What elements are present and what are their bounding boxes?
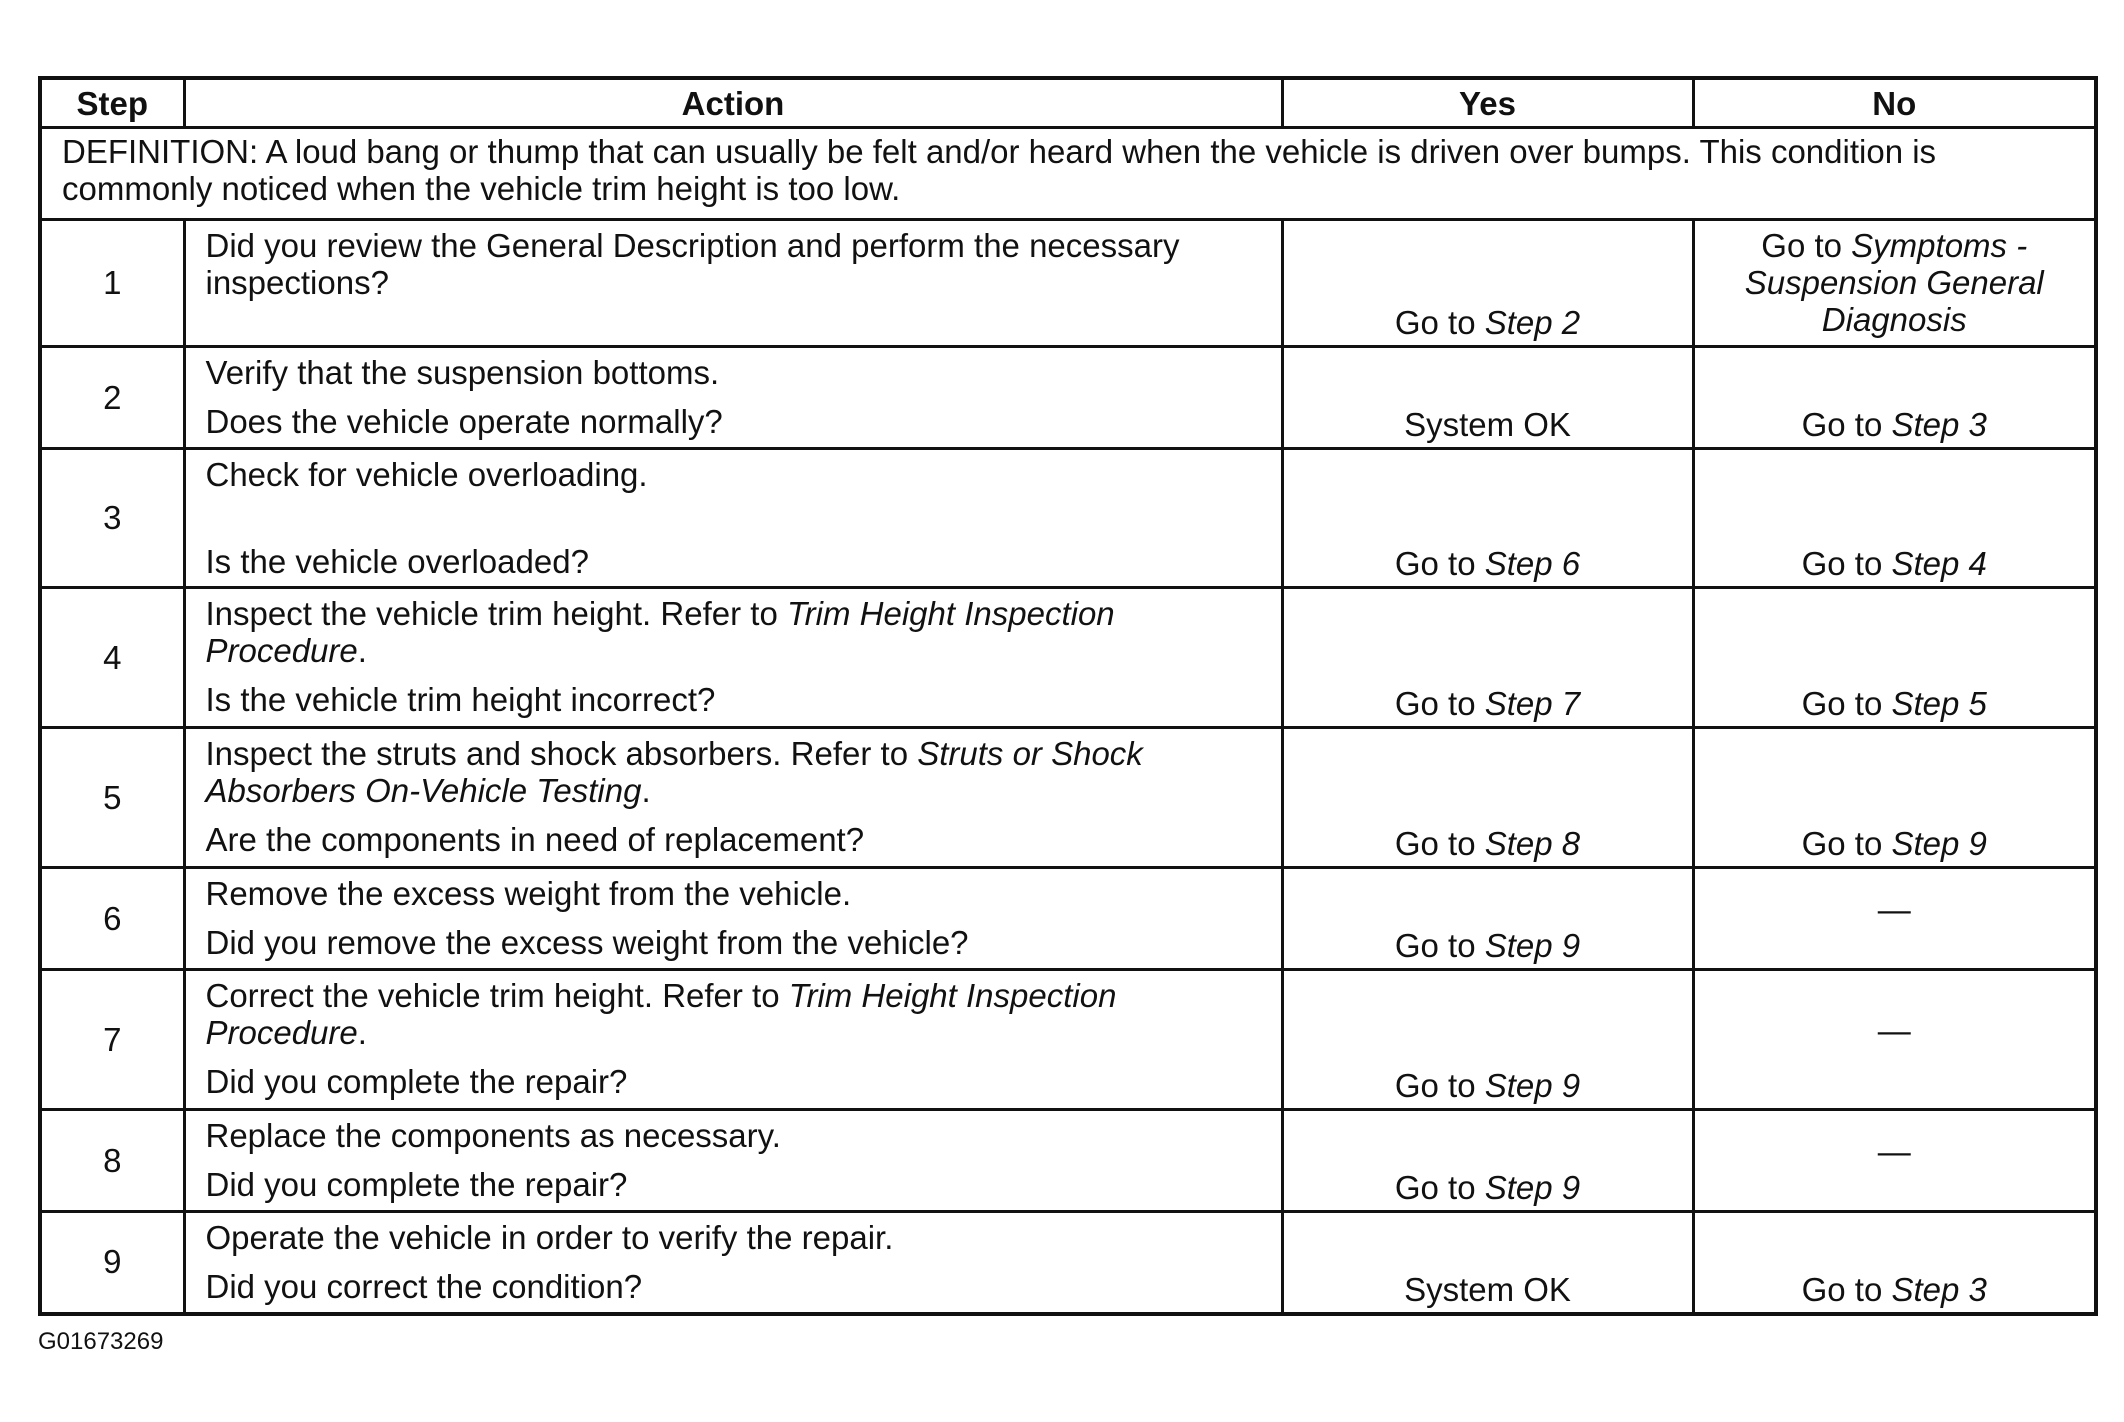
header-yes: Yes xyxy=(1282,78,1693,128)
action-text: Inspect the vehicle trim height. Refer to Trim Height Inspection Procedure. xyxy=(205,595,1115,669)
no-cell: Go to Step 4 xyxy=(1693,449,2096,588)
yes-step-ref: Step 8 xyxy=(1484,825,1581,862)
yes-step-ref: Step 9 xyxy=(1484,927,1581,964)
table-row xyxy=(40,1110,2096,1212)
action-text: Replace the components as necessary. xyxy=(205,1117,781,1154)
step-number: 2 xyxy=(40,347,184,449)
diagnostic-table xyxy=(38,76,2098,1316)
reference-link: Struts or Shock Absorbers On-Vehicle Testing xyxy=(205,735,1143,809)
action-question: Did you correct the condition? xyxy=(205,1268,643,1305)
no-cell: Go to Step 9 xyxy=(1693,728,2096,868)
action-cell xyxy=(184,220,1282,347)
no-step-ref: Step 3 xyxy=(1891,1270,1987,1308)
action-text: Correct the vehicle trim height. Refer to Trim Height Inspection Procedure. xyxy=(205,977,1117,1051)
step-number: 6 xyxy=(40,868,184,970)
header-row xyxy=(40,78,2096,128)
action-text: Inspect the struts and shock absorbers. Refer to Struts or Shock Absorbers On-Vehicle Testing. xyxy=(205,735,1143,809)
action-question: Did you remove the excess weight from the vehicle? xyxy=(205,924,969,961)
reference-link: Trim Height Inspection Procedure xyxy=(205,977,1117,1051)
header-step: Step xyxy=(40,78,184,128)
action-cell xyxy=(184,449,1282,588)
header-action: Action xyxy=(184,78,1282,128)
table-row xyxy=(40,1212,2096,1314)
yes-step-ref: Step 9 xyxy=(1484,1169,1581,1206)
no-cell: Go to Symptoms - Suspension General Diagnosis xyxy=(1693,220,2096,347)
action-cell xyxy=(184,347,1282,449)
step-number: 7 xyxy=(40,970,184,1110)
action-text: Check for vehicle overloading. xyxy=(205,456,648,493)
figure-id: G01673269 xyxy=(38,1328,164,1355)
yes-cell: Go to Step 7 xyxy=(1282,588,1693,728)
no-cell: Go to Step 5 xyxy=(1693,588,2096,728)
no-cell: Go to Step 3 xyxy=(1693,347,2096,449)
action-question: Are the components in need of replacement? xyxy=(205,821,865,858)
no-step-ref: Step 4 xyxy=(1891,545,1987,582)
yes-step-ref: Step 9 xyxy=(1484,1067,1581,1104)
yes-step-ref: Step 2 xyxy=(1484,304,1581,341)
action-question: Is the vehicle overloaded? xyxy=(205,543,589,580)
yes-cell: System OK xyxy=(1282,347,1693,449)
yes-step-ref: Step 6 xyxy=(1484,545,1581,582)
step-number: 5 xyxy=(40,728,184,868)
table-row xyxy=(40,347,2096,449)
step-number: 9 xyxy=(40,1212,184,1314)
table-row xyxy=(40,220,2096,347)
action-cell xyxy=(184,868,1282,970)
yes-cell: Go to Step 8 xyxy=(1282,728,1693,868)
yes-cell: Go to Step 9 xyxy=(1282,970,1693,1110)
table-row xyxy=(40,588,2096,728)
action-cell xyxy=(184,970,1282,1110)
step-number: 8 xyxy=(40,1110,184,1212)
action-text: Remove the excess weight from the vehicle. xyxy=(205,875,852,912)
no-step-ref: Step 5 xyxy=(1891,685,1987,722)
action-question: Does the vehicle operate normally? xyxy=(205,403,723,440)
action-question: Did you complete the repair? xyxy=(205,1063,628,1100)
action-cell xyxy=(184,1212,1282,1314)
no-cell: Go to Step 3 xyxy=(1693,1212,2096,1314)
definition-text: DEFINITION: A loud bang or thump that can usually be felt and/or heard when the vehicle is driven over bumps. This condition is commonly noticed when the vehicle trim height is too low. xyxy=(40,128,2096,220)
yes-cell: Go to Step 9 xyxy=(1282,868,1693,970)
definition-row xyxy=(40,128,2096,220)
action-question: Is the vehicle trim height incorrect? xyxy=(205,681,716,718)
yes-cell: Go to Step 2 xyxy=(1282,220,1693,347)
no-cell: — xyxy=(1693,868,2096,970)
yes-cell: System OK xyxy=(1282,1212,1693,1314)
action-cell xyxy=(184,588,1282,728)
step-number: 1 xyxy=(40,220,184,347)
step-number: 3 xyxy=(40,449,184,588)
yes-cell: Go to Step 9 xyxy=(1282,1110,1693,1212)
header-no: No xyxy=(1693,78,2096,128)
reference-link: Trim Height Inspection Procedure xyxy=(205,595,1115,669)
no-cell: — xyxy=(1693,970,2096,1110)
action-text: Verify that the suspension bottoms. xyxy=(205,354,720,391)
action-question: Did you complete the repair? xyxy=(205,1166,628,1203)
action-text: Did you review the General Description and perform the necessary inspections? xyxy=(205,227,1180,301)
no-step-ref: Step 9 xyxy=(1891,825,1987,862)
step-number: 4 xyxy=(40,588,184,728)
no-ref: Symptoms - Suspension General Diagnosis xyxy=(1744,227,2044,338)
table-row xyxy=(40,449,2096,588)
action-cell xyxy=(184,1110,1282,1212)
table-row xyxy=(40,970,2096,1110)
action-text: Operate the vehicle in order to verify the repair. xyxy=(205,1219,894,1256)
no-cell: — xyxy=(1693,1110,2096,1212)
table-row xyxy=(40,728,2096,868)
yes-step-ref: Step 7 xyxy=(1484,685,1581,722)
table-row xyxy=(40,868,2096,970)
no-step-ref: Step 3 xyxy=(1891,406,1987,443)
action-cell xyxy=(184,728,1282,868)
yes-cell: Go to Step 6 xyxy=(1282,449,1693,588)
